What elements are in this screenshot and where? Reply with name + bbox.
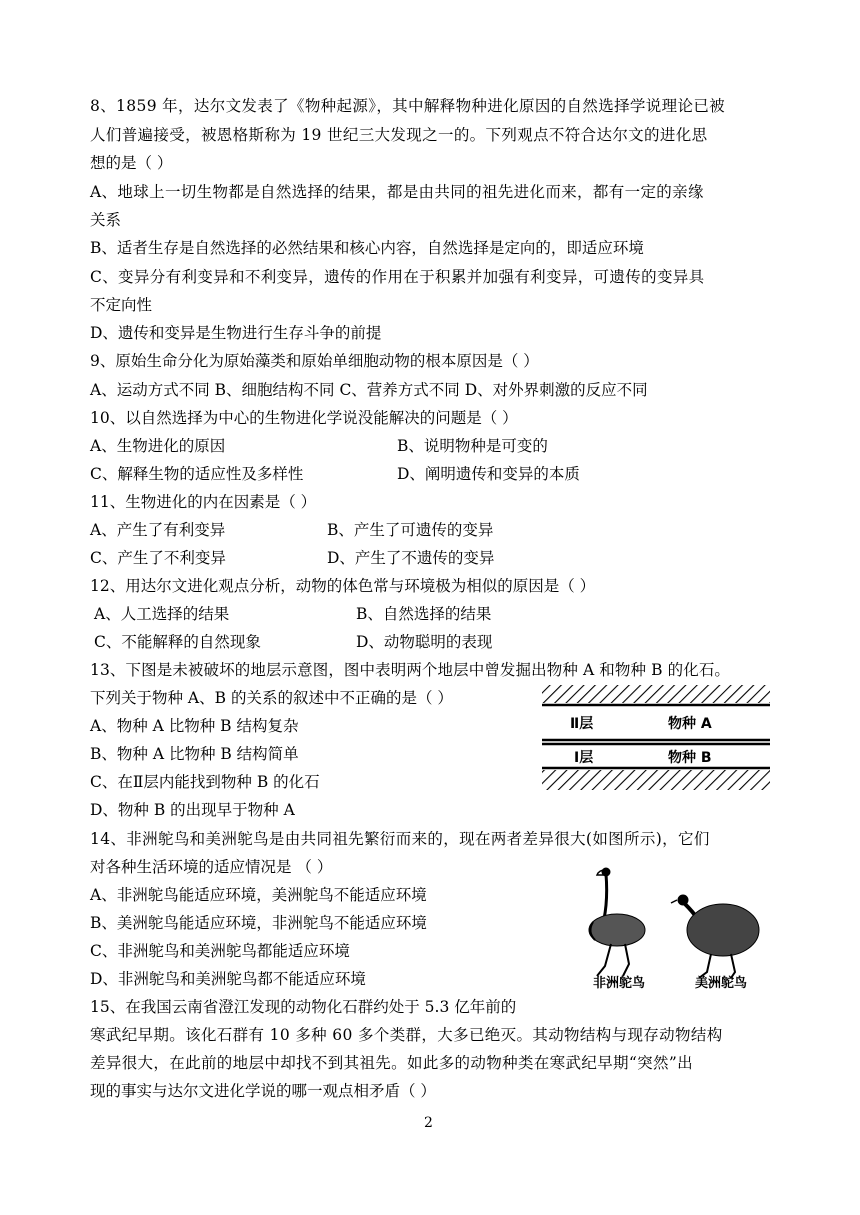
- strata-diagram: [540, 683, 772, 801]
- top-hatched-layer: [542, 685, 770, 703]
- q13-option-d: D、物种 B 的出现早于物种 A: [90, 801, 295, 819]
- q12-option-a: A、人工选择的结果: [94, 605, 230, 623]
- q8-stem-line-1: 8、1859 年，达尔文发表了《物种起源》，其中解释物种进化原因的自然选择学说理论已被: [90, 97, 726, 115]
- q8-option-c-line-1: C、变异分有利变异和不利变异，遗传的作用在于积累并加强有利变异，可遗传的变异具: [90, 268, 705, 286]
- q8-option-d: D、遗传和变异是生物进行生存斗争的前提: [90, 324, 382, 342]
- q10-stem: 10、以自然选择为中心的生物进化学说没能解决的问题是（ ）: [90, 409, 518, 427]
- q10-option-d: D、阐明遗传和变异的本质: [397, 465, 580, 483]
- q10-option-a: A、生物进化的原因: [90, 437, 226, 455]
- q14-option-c: C、非洲鸵鸟和美洲鸵鸟都能适应环境: [90, 942, 350, 960]
- q9-options: A、运动方式不同 B、细胞结构不同 C、营养方式不同 D、对外界刺激的反应不同: [90, 381, 648, 399]
- q14-option-b: B、美洲鸵鸟能适应环境，非洲鸵鸟不能适应环境: [90, 914, 427, 932]
- q12-stem: 12、用达尔文进化观点分析，动物的体色常与环境极为相似的原因是（ ）: [90, 577, 596, 595]
- q11-option-d: D、产生了不遗传的变异: [327, 549, 495, 567]
- q14-option-d: D、非洲鸵鸟和美洲鸵鸟都不能适应环境: [90, 970, 366, 988]
- q15-stem-line-2: 寒武纪早期。该化石群有 10 多种 60 多个类群，大多已绝灭。其动物结构与现存动物结构: [90, 1026, 723, 1044]
- species-a-label: 物种 A: [668, 716, 712, 732]
- q11-stem: 11、生物进化的内在因素是（ ）: [90, 493, 317, 511]
- q14-stem-line-2: 对各种生活环境的适应情况是 （ ）: [90, 858, 333, 876]
- bottom-hatched-layer: [542, 770, 770, 790]
- layer-1-label: Ⅰ层: [574, 750, 594, 766]
- q8-option-b: B、适者生存是自然选择的必然结果和核心内容，自然选择是定向的，即适应环境: [90, 239, 644, 257]
- species-b-label: 物种 B: [668, 750, 712, 766]
- q13-option-a: A、物种 A 比物种 B 结构复杂: [90, 717, 299, 735]
- q14-stem-line-1: 14、非洲鸵鸟和美洲鸵鸟是由共同祖先繁衍而来的，现在两者差异很大(如图所示)，它们: [90, 830, 710, 848]
- ostrich-figure: [585, 860, 775, 992]
- q8-option-a-line-1: A、地球上一切生物都是自然选择的结果，都是由共同的祖先进化而来，都有一定的亲缘: [90, 183, 704, 201]
- q10-option-c: C、解释生物的适应性及多样性: [90, 465, 304, 483]
- q8-stem-line-2: 人们普遍接受，被恩格斯称为 19 世纪三大发现之一的。下列观点不符合达尔文的进化思: [90, 126, 708, 144]
- q8-stem-line-3: 想的是（ ）: [90, 154, 173, 172]
- american-ostrich-label: 美洲鸵鸟: [695, 976, 748, 991]
- q11-option-c: C、产生了不利变异: [90, 549, 226, 567]
- q15-stem-line-3: 差异很大，在此前的地层中却找不到其祖先。如此多的动物种类在寒武纪早期“突然”出: [90, 1054, 694, 1072]
- q12-option-c: C、不能解释的自然现象: [94, 633, 261, 651]
- q15-stem-line-4: 现的事实与达尔文进化学说的哪一观点相矛盾（ ）: [90, 1082, 436, 1100]
- q8-option-c-line-2: 不定向性: [90, 296, 153, 314]
- layer-2-label: Ⅱ层: [570, 716, 594, 732]
- q13-stem-line-2: 下列关于物种 A、B 的关系的叙述中不正确的是（ ）: [90, 689, 453, 707]
- african-ostrich-illustration: [589, 868, 645, 976]
- african-ostrich-label: 非洲鸵鸟: [593, 976, 646, 991]
- q8-option-a-line-2: 关系: [90, 211, 122, 229]
- q11-option-b: B、产生了可遗传的变异: [327, 521, 494, 539]
- q13-option-c: C、在Ⅱ层内能找到物种 B 的化石: [90, 773, 320, 791]
- q15-stem-line-1: 15、在我国云南省澄江发现的动物化石群约处于 5.3 亿年前的: [90, 998, 517, 1016]
- q14-option-a: A、非洲鸵鸟能适应环境，美洲鸵鸟不能适应环境: [90, 886, 427, 904]
- q9-stem: 9、原始生命分化为原始藻类和原始单细胞动物的根本原因是（ ）: [90, 352, 539, 370]
- q13-option-b: B、物种 A 比物种 B 结构简单: [90, 745, 299, 763]
- q10-option-b: B、说明物种是可变的: [397, 437, 548, 455]
- q12-option-d: D、动物聪明的表现: [356, 633, 493, 651]
- american-ostrich-illustration: [671, 895, 759, 978]
- q13-stem-line-1: 13、下图是未被破坏的地层示意图，图中表明两个地层中曾发掘出物种 A 和物种 B 的化石。: [90, 661, 731, 679]
- q11-option-a: A、产生了有利变异: [90, 521, 226, 539]
- q12-option-b: B、自然选择的结果: [356, 605, 492, 623]
- page-number: 2: [424, 1115, 433, 1131]
